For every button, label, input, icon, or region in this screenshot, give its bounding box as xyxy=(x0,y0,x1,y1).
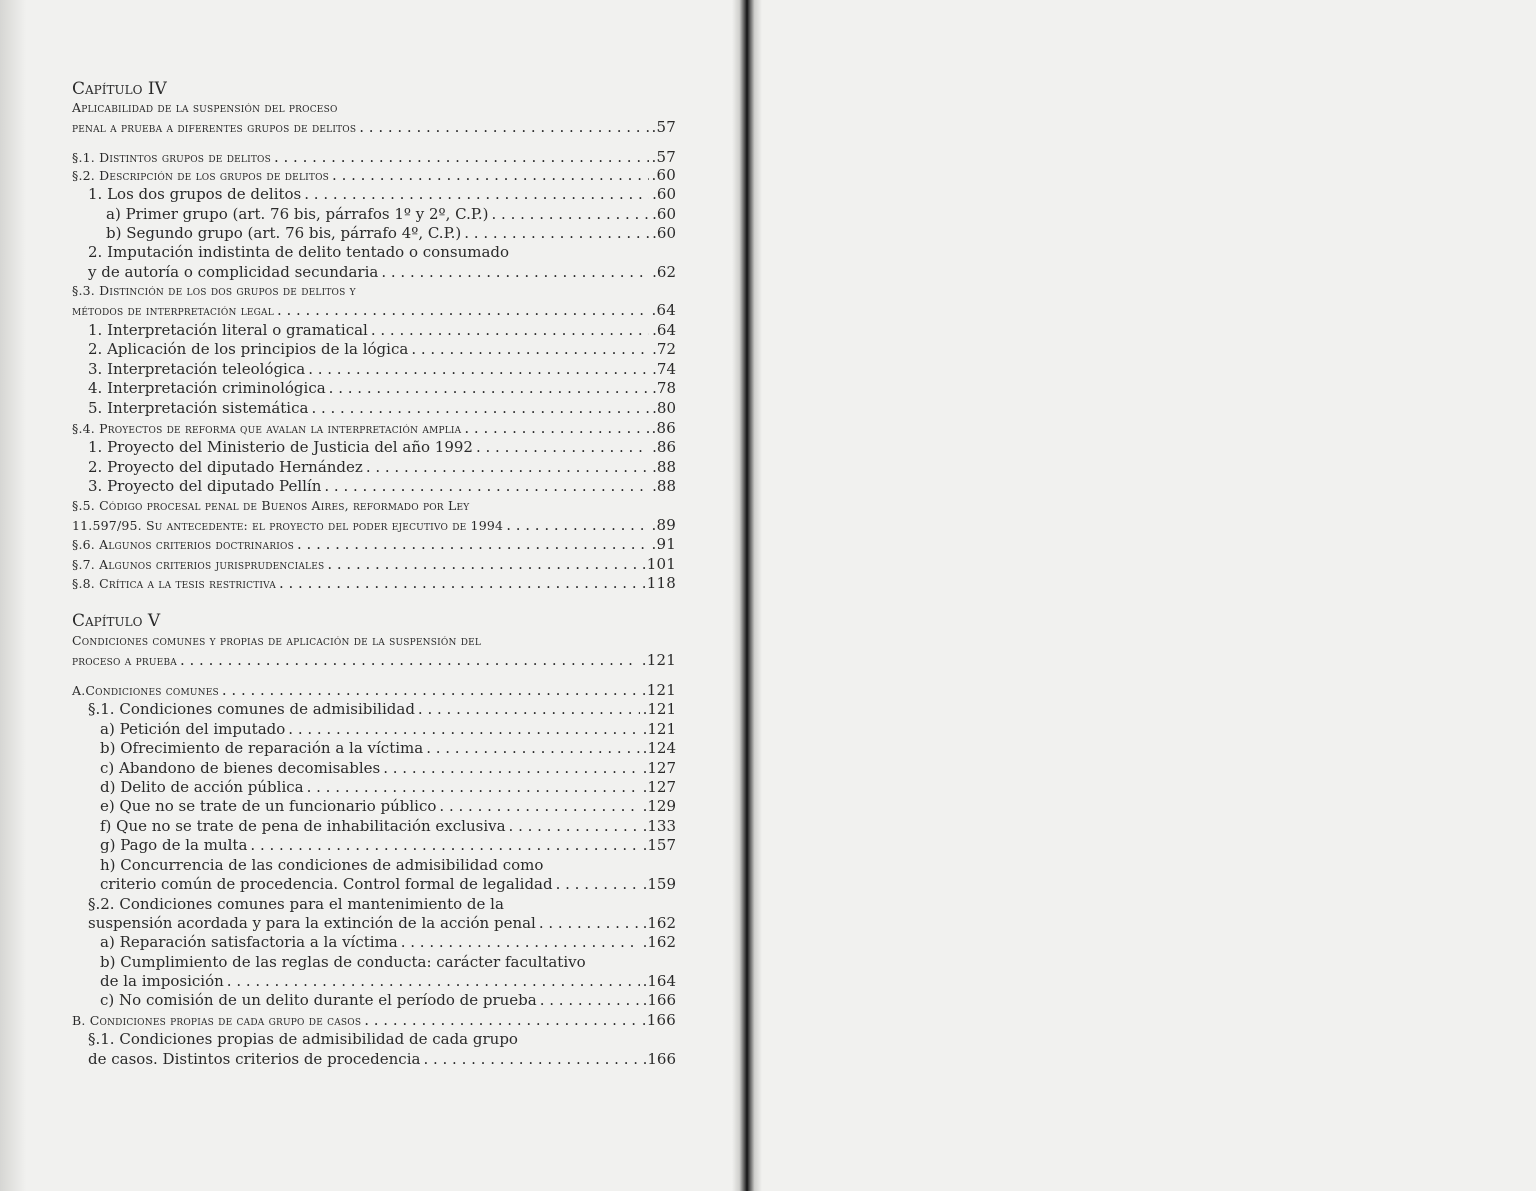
toc-page-number: .64 xyxy=(651,301,676,319)
toc-entry-title: 2. Imputación indistinta de delito tentado o consumado xyxy=(88,243,510,261)
toc-entry xyxy=(72,778,676,796)
toc-entry-title: f) Que no se trate de pena de inhabilitación exclusiva xyxy=(100,817,506,835)
toc-entry-title: b) Segundo grupo (art. 76 bis, párrafo 4º, C.P.) xyxy=(106,224,462,242)
toc-page-number: .80 xyxy=(652,399,676,417)
toc-page-number: .60 xyxy=(652,224,676,242)
toc-entry-title: Capítulo V xyxy=(72,611,161,631)
toc-entry xyxy=(72,759,676,777)
toc-page-number: .88 xyxy=(652,458,676,476)
toc-page-number: .60 xyxy=(652,205,676,223)
dot-leader xyxy=(411,340,649,358)
toc-entry-title: §.2. Condiciones comunes para el mantenimiento de la xyxy=(88,895,504,913)
toc-page-number: .118 xyxy=(641,574,676,592)
toc-entry xyxy=(72,458,676,476)
toc-entry-title: suspensión acordada y para la extinción de la acción penal xyxy=(88,914,536,932)
toc-page-number: .124 xyxy=(642,739,676,757)
dot-leader xyxy=(509,817,640,835)
dot-leader xyxy=(366,458,649,476)
toc-entry-title: e) Que no se trate de un funcionario público xyxy=(100,797,437,815)
toc-entry-title: Capítulo IV xyxy=(72,79,167,99)
toc-page-number: .88 xyxy=(652,477,676,495)
dot-leader xyxy=(297,535,649,553)
toc-entry-title: 1. Interpretación literal o gramatical xyxy=(88,321,368,339)
toc-entry-title: §.2. Descripción de los grupos de delitos xyxy=(72,168,330,183)
toc-entry-title: §.4. Proyectos de reforma que avalan la interpretación amplia xyxy=(72,421,462,436)
toc-entry-title: 2. Aplicación de los principios de la lógica xyxy=(88,340,409,358)
toc-entry-title: B. Condiciones propias de cada grupo de casos xyxy=(72,1013,362,1028)
toc-page-number: .72 xyxy=(652,340,676,358)
toc-entry xyxy=(72,651,676,669)
chapter-heading xyxy=(72,80,676,98)
toc-entry xyxy=(72,399,676,417)
toc-entry xyxy=(72,340,676,358)
toc-entry xyxy=(72,379,676,397)
toc-entry-title: a) Reparación satisfactoria a la víctima xyxy=(100,933,398,951)
toc-entry xyxy=(72,224,676,242)
toc-page-number: .60 xyxy=(652,185,676,203)
toc-entry-title: 2. Proyecto del diputado Hernández xyxy=(88,458,363,476)
dot-leader xyxy=(464,224,649,242)
toc-entry xyxy=(72,205,676,223)
toc-page-number: .121 xyxy=(641,681,676,699)
toc-entry xyxy=(72,933,676,951)
dot-leader xyxy=(329,379,649,397)
dot-leader xyxy=(227,972,640,990)
toc-page-number: .166 xyxy=(642,991,676,1009)
dot-leader xyxy=(311,399,649,417)
toc-entry-title: proceso a prueba xyxy=(72,653,177,668)
dot-leader xyxy=(327,555,638,573)
dot-leader xyxy=(308,360,649,378)
toc-entry xyxy=(72,1011,676,1029)
toc-page-number: .162 xyxy=(642,933,676,951)
page-shadow xyxy=(0,0,26,1191)
toc-entry-title: §.3. Distinción de los dos grupos de delitos y xyxy=(72,283,356,298)
dot-leader xyxy=(371,321,649,339)
toc-entry xyxy=(72,301,676,319)
toc-entry xyxy=(72,836,676,854)
toc-entry-title: a) Primer grupo (art. 76 bis, párrafos 1º y 2º, C.P.) xyxy=(106,205,489,223)
toc-page-number: .121 xyxy=(642,700,676,718)
toc-entry-title: §.1. Distintos grupos de delitos xyxy=(72,150,271,165)
toc-entry-title: y de autoría o complicidad secundaria xyxy=(88,263,379,281)
toc-entry xyxy=(72,282,676,300)
chapter-heading xyxy=(72,612,676,630)
toc-page-number: .57 xyxy=(651,148,676,166)
toc-page-number: .164 xyxy=(642,972,676,990)
toc-entry xyxy=(72,895,676,913)
toc-entry-title: criterio común de procedencia. Control formal de legalidad xyxy=(100,875,553,893)
dot-leader xyxy=(222,681,639,699)
toc-entry xyxy=(72,681,676,699)
toc-page-number: .129 xyxy=(642,797,676,815)
toc-entry-title: 11.597/95. Su antecedente: el proyecto del poder ejecutivo de 1994 xyxy=(72,518,504,533)
dot-leader xyxy=(277,301,649,319)
dot-leader xyxy=(250,836,639,854)
dot-leader xyxy=(324,477,649,495)
toc-entry-title: c) Abandono de bienes decomisables xyxy=(100,759,381,777)
toc-entry xyxy=(72,875,676,893)
toc-entry-title: 3. Proyecto del diputado Pellín xyxy=(88,477,322,495)
toc-entry xyxy=(72,321,676,339)
toc-page-number: .57 xyxy=(651,118,676,136)
toc-entry xyxy=(72,991,676,1009)
toc-page-number: .60 xyxy=(651,166,676,184)
toc-page-number: .121 xyxy=(642,720,676,738)
dot-leader xyxy=(418,700,640,718)
toc-page-number: .74 xyxy=(652,360,676,378)
toc-page-number: .166 xyxy=(642,1050,676,1068)
toc-entry xyxy=(72,419,676,437)
toc-entry xyxy=(72,118,676,136)
toc-entry xyxy=(72,243,676,261)
dot-leader xyxy=(539,914,640,932)
dot-leader xyxy=(383,759,639,777)
toc-entry-title: 3. Interpretación teleológica xyxy=(88,360,306,378)
toc-page-number: .127 xyxy=(642,778,676,796)
toc-entry-title: g) Pago de la multa xyxy=(100,836,248,854)
toc-entry xyxy=(72,497,676,515)
dot-leader xyxy=(364,1011,639,1029)
toc-entry-title: §.1. Condiciones propias de admisibilidad de cada grupo xyxy=(88,1030,518,1048)
toc-page-number: .127 xyxy=(642,759,676,777)
toc-page-number: .89 xyxy=(651,516,676,534)
toc-entry-title: d) Delito de acción pública xyxy=(100,778,304,796)
toc-entry-title: §.5. Código procesal penal de Buenos Aires, reformado por Ley xyxy=(72,498,470,513)
dot-leader xyxy=(304,185,649,203)
toc-entry xyxy=(72,166,676,184)
toc-entry-title: Aplicabilidad de la suspensión del proceso xyxy=(72,100,338,115)
toc-entry-title: penal a prueba a diferentes grupos de delitos xyxy=(72,120,357,135)
toc-entry-title: §.8. Crítica a la tesis restrictiva xyxy=(72,576,276,591)
toc-page-number: .64 xyxy=(652,321,676,339)
dot-leader xyxy=(540,991,640,1009)
toc-entry-title: A.Condiciones comunes xyxy=(72,683,219,698)
toc-entry xyxy=(72,739,676,757)
toc-page-number: .86 xyxy=(651,419,676,437)
dot-leader xyxy=(439,797,639,815)
toc-entry xyxy=(72,263,676,281)
toc-entry xyxy=(72,360,676,378)
toc-entry xyxy=(72,1050,676,1068)
toc-entry xyxy=(72,856,676,874)
toc-entry-title: §.7. Algunos criterios jurisprudenciales xyxy=(72,557,325,572)
toc-entry xyxy=(72,700,676,718)
toc-entry-title: de la imposición xyxy=(100,972,224,990)
left-page xyxy=(0,0,745,1191)
toc-entry-title: métodos de interpretación legal xyxy=(72,303,274,318)
toc-entry xyxy=(72,914,676,932)
toc-page-number: .91 xyxy=(651,535,676,553)
toc-page-number: .162 xyxy=(642,914,676,932)
dot-leader xyxy=(332,166,649,184)
dot-leader xyxy=(401,933,640,951)
dot-leader xyxy=(359,118,648,136)
toc-entry xyxy=(72,972,676,990)
toc-entry xyxy=(72,953,676,971)
toc-entry-title: h) Concurrencia de las condiciones de admisibilidad como xyxy=(100,856,544,874)
toc-entry-title: §.1. Condiciones comunes de admisibilidad xyxy=(88,700,415,718)
book-spine xyxy=(732,0,762,1191)
toc-entry-title: b) Ofrecimiento de reparación a la víctima xyxy=(100,739,424,757)
dot-leader xyxy=(279,574,639,592)
dot-leader xyxy=(180,651,639,669)
toc-entry xyxy=(72,99,676,117)
toc-page-number: .62 xyxy=(652,263,676,281)
dot-leader xyxy=(464,419,648,437)
dot-leader xyxy=(476,438,649,456)
toc-entry xyxy=(72,632,676,650)
toc-entry-title: 5. Interpretación sistemática xyxy=(88,399,309,417)
toc-page-number: .86 xyxy=(652,438,676,456)
toc-entry xyxy=(72,516,676,534)
dot-leader xyxy=(307,778,640,796)
toc-entry-title: 1. Proyecto del Ministerio de Justicia del año 1992 xyxy=(88,438,473,456)
toc-entry xyxy=(72,477,676,495)
toc-entry xyxy=(72,574,676,592)
dot-leader xyxy=(492,205,650,223)
toc-entry xyxy=(72,148,676,166)
toc-page-number: .101 xyxy=(641,555,676,573)
toc-entry xyxy=(72,797,676,815)
toc-entry-title: Condiciones comunes y propias de aplicación de la suspensión del xyxy=(72,633,482,648)
toc-page-number: .78 xyxy=(652,379,676,397)
toc-entry xyxy=(72,555,676,573)
right-page xyxy=(745,0,1536,1191)
toc-entry xyxy=(72,1030,676,1048)
dot-leader xyxy=(274,148,649,166)
dot-leader xyxy=(426,739,639,757)
toc-entry xyxy=(72,438,676,456)
toc-entry-title: de casos. Distintos criterios de procedencia xyxy=(88,1050,421,1068)
dot-leader xyxy=(506,516,648,534)
toc-page-number: .133 xyxy=(642,817,676,835)
toc-entry-title: a) Petición del imputado xyxy=(100,720,286,738)
toc-entry xyxy=(72,817,676,835)
dot-leader xyxy=(381,263,649,281)
toc-page-number: .166 xyxy=(641,1011,676,1029)
toc-entry-title: c) No comisión de un delito durante el período de prueba xyxy=(100,991,537,1009)
toc-entry-title: 1. Los dos grupos de delitos xyxy=(88,185,302,203)
toc-entry-title: b) Cumplimiento de las reglas de conducta: carácter facultativo xyxy=(100,953,586,971)
toc-page-number: .159 xyxy=(642,875,676,893)
toc-entry-title: §.6. Algunos criterios doctrinarios xyxy=(72,537,294,552)
dot-leader xyxy=(423,1050,639,1068)
toc-page-number: .157 xyxy=(642,836,676,854)
toc-entry xyxy=(72,185,676,203)
toc-entry xyxy=(72,720,676,738)
toc-entry xyxy=(72,535,676,553)
toc-entry-title: 4. Interpretación criminológica xyxy=(88,379,326,397)
dot-leader xyxy=(288,720,639,738)
dot-leader xyxy=(556,875,640,893)
toc-page-number: .121 xyxy=(641,651,676,669)
